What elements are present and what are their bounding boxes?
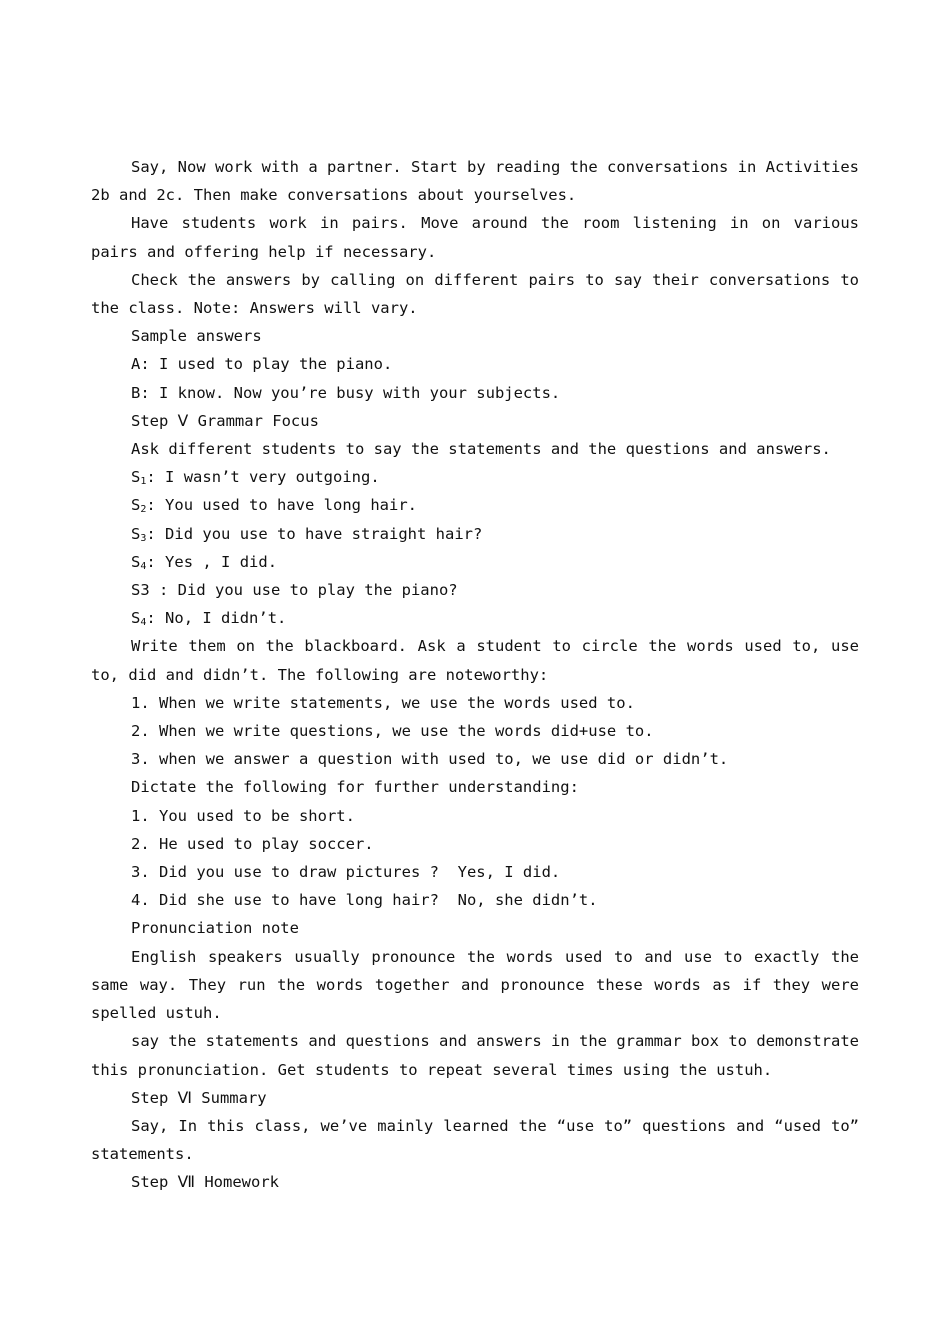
paragraph-ask-students: Ask different students to say the statements and the questions and answers. bbox=[131, 440, 831, 459]
dictate-1: 1. You used to be short. bbox=[131, 806, 355, 825]
student-line-s4: $S_4$: Yes , I did. bbox=[131, 552, 278, 572]
step-5-heading: Step Ⅴ Grammar Focus bbox=[131, 411, 319, 430]
paragraph-check-answers: Check the answers by calling on different pairs to say their conversations to the class. Note: Answers will vary. bbox=[91, 270, 859, 318]
paragraph-blackboard: Write them on the blackboard. Ask a student to circle the words used to, use to, did and didn’t. The following are noteworthy: bbox=[91, 637, 859, 684]
dictate-4: 4. Did she use to have long hair? No, she didn’t. bbox=[131, 891, 598, 910]
student-line-s3: $S_3$: Did you use to have straight hair? bbox=[131, 524, 483, 544]
note-2: 2. When we write questions, we use the words did+use to. bbox=[131, 722, 654, 741]
student-line-s2: $S_2$: You used to have long hair. bbox=[131, 496, 417, 516]
dictate-2: 2. He used to play soccer. bbox=[131, 834, 374, 853]
pronunciation-heading: Pronunciation note bbox=[131, 919, 299, 938]
dictate-heading: Dictate the following for further understanding: bbox=[131, 778, 579, 797]
dictate-3: 3. Did you use to draw pictures ? Yes, I did. bbox=[131, 863, 561, 882]
paragraph-summary: Say, In this class, we’ve mainly learned the “use to” questions and “used to” statements. bbox=[91, 1116, 859, 1164]
step-6-heading: Step Ⅵ Summary bbox=[131, 1088, 267, 1107]
paragraph-demonstrate: say the statements and questions and answers in the grammar box to demonstrate this pronunciation. Get students to repeat several times using the ustuh. bbox=[91, 1032, 859, 1079]
document-body bbox=[91, 153, 859, 1197]
note-1: 1. When we write statements, we use the words used to. bbox=[131, 693, 635, 712]
note-3: 3. when we answer a question with used to, we use did or didn’t. bbox=[131, 750, 729, 769]
student-line-s3-piano: S3 : Did you use to play the piano? bbox=[131, 581, 458, 600]
paragraph-pronunciation: English speakers usually pronounce the words used to and use to exactly the same way. They run the words together and pronounce these words as if they were spelled ustuh. bbox=[91, 947, 859, 1023]
sample-answer-a: A: I used to play the piano. bbox=[131, 355, 393, 374]
sample-answer-b: B: I know. Now you’re busy with your subjects. bbox=[131, 383, 561, 402]
paragraph-students-pairs: Have students work in pairs. Move around the room listening in on various pairs and offering help if necessary. bbox=[91, 214, 859, 261]
paragraph-pair-work: Say, Now work with a partner. Start by reading the conversations in Activities 2b and 2c. Then make conversations about yourselves. bbox=[91, 158, 859, 205]
student-line-s4-no: $S_4$: No, I didn’t. bbox=[131, 609, 287, 629]
step-7-heading: Step Ⅶ Homework bbox=[131, 1173, 279, 1192]
student-line-s1: $S_1$: I wasn’t very outgoing. bbox=[131, 468, 380, 488]
sample-answers-heading: Sample answers bbox=[131, 327, 262, 346]
